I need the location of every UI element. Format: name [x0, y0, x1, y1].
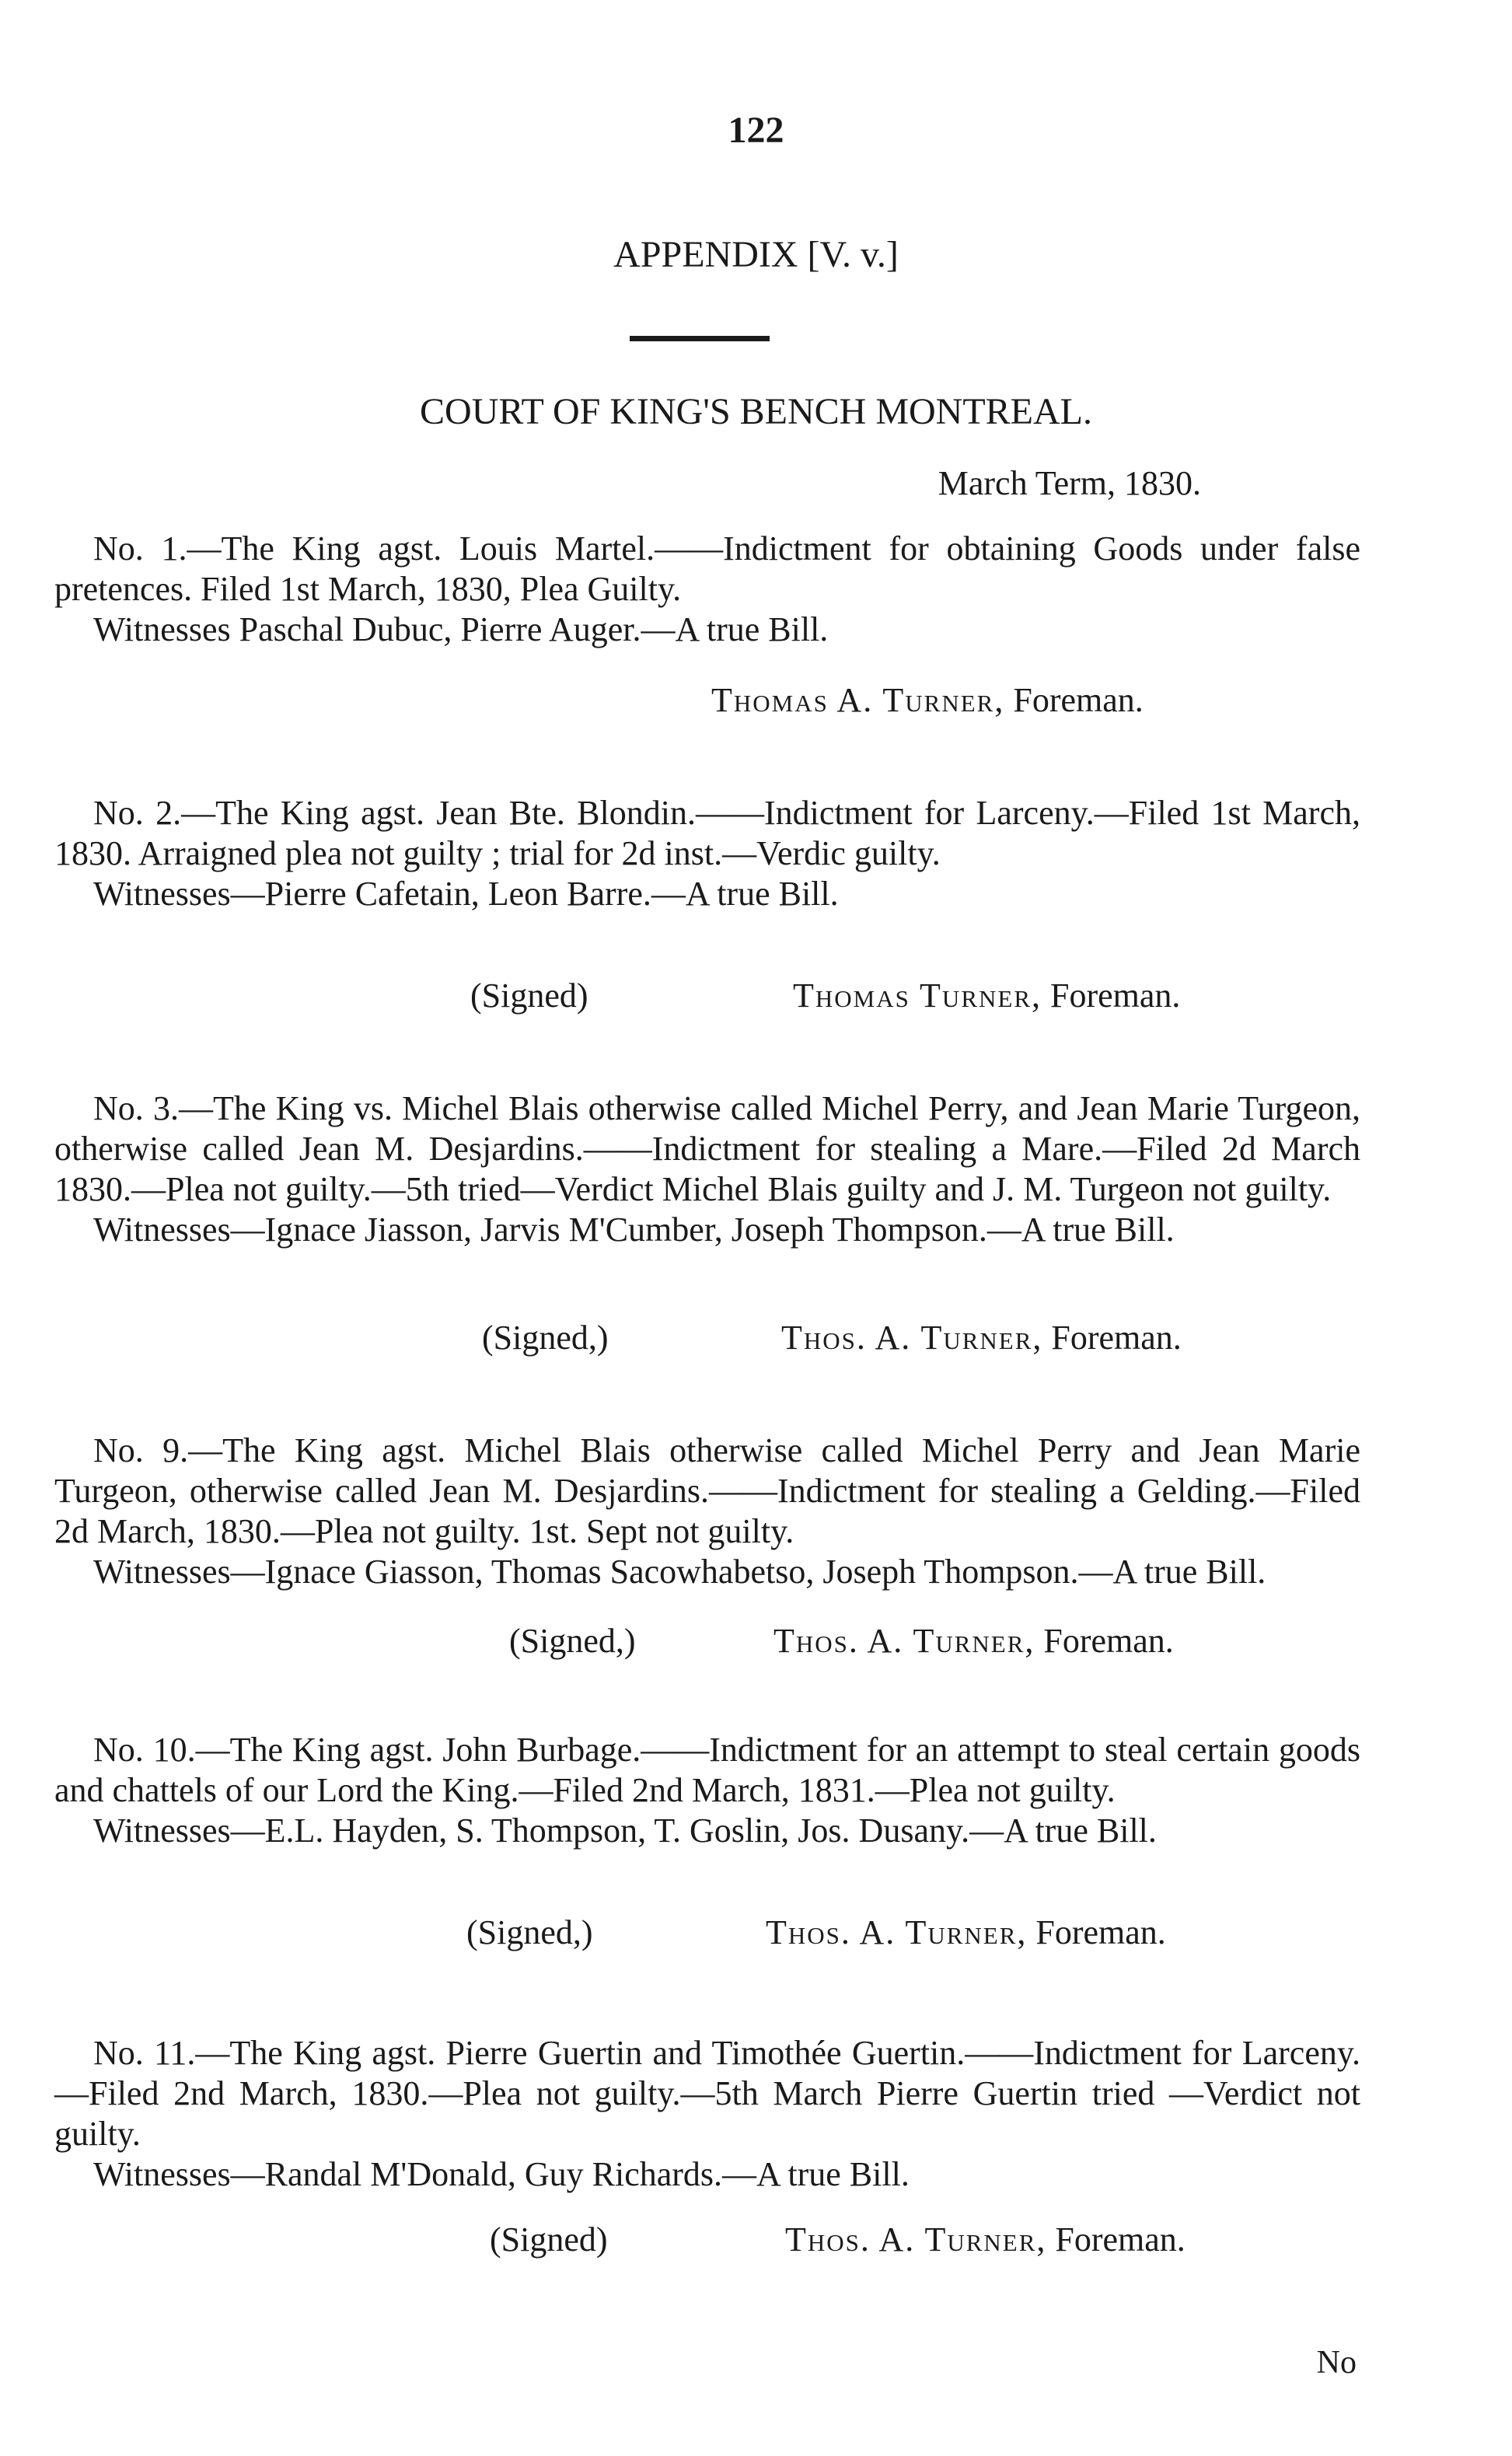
- foreman-title: Foreman.: [1043, 1622, 1174, 1660]
- entry-signature: [785, 2220, 1186, 2259]
- foreman-title: Foreman.: [1050, 976, 1181, 1015]
- entry-text: No. 2.—The King agst. Jean Bte. Blondin.——Indictment for Larceny.—Filed 1st March, 1830. Arraigned plea not guilty ; trial for 2d inst.—Verdic guilty.: [54, 794, 1360, 872]
- entry-signature: [773, 1621, 1174, 1661]
- entry-witnesses: Witnesses—E.L. Hayden, S. Thompson, T. Goslin, Jos. Dusany.—A true Bill.: [93, 1811, 1157, 1850]
- entry-signature: [781, 1318, 1182, 1357]
- entry-witnesses: Witnesses—Pierre Cafetain, Leon Barre.—A true Bill.: [93, 875, 839, 913]
- entry-text: No. 1.—The King agst. Louis Martel.——Indictment for obtaining Goods under false pretences. Filed 1st March, 1830, Plea Guilty.: [54, 529, 1360, 608]
- entry-witnesses: Witnesses—Ignace Jiasson, Jarvis M'Cumber, Joseph Thompson.—A true Bill.: [93, 1211, 1175, 1249]
- entry-text: No. 9.—The King agst. Michel Blais otherwise called Michel Perry and Jean Marie Turgeon, otherwise called Jean M. Desjardins.——Indictment for stealing a Gelding.—Filed 2d March, 1830.—Plea not guilty. 1st. Sept not guilty.: [54, 1431, 1360, 1550]
- entry-signed-label: (Signed): [470, 976, 588, 1015]
- entry-signature: [766, 1913, 1166, 1952]
- divider-rule: [630, 336, 770, 341]
- entry-signed-label: (Signed,): [466, 1913, 593, 1951]
- foreman-name: Thos. A. Turner,: [785, 2220, 1047, 2259]
- entry-signature: [793, 976, 1180, 1015]
- indictment-entry-3: [54, 1088, 1360, 1250]
- catchword: No: [1316, 2345, 1357, 2381]
- entry-signed-label: (Signed,): [482, 1319, 609, 1357]
- entry-text: No. 11.—The King agst. Pierre Guertin and Timothée Guertin.——Indictment for Larceny.—Filed 2nd March, 1830.—Plea not guilty.—5th March Pierre Guertin tried —Verdict not guilty.: [54, 2034, 1360, 2153]
- foreman-title: Foreman.: [1035, 1913, 1166, 1951]
- indictment-entry-6: [54, 2033, 1360, 2195]
- entry-witnesses: Witnesses Paschal Dubuc, Pierre Auger.—A true Bill.: [93, 610, 829, 648]
- entry-witnesses: Witnesses—Randal M'Donald, Guy Richards.—A true Bill.: [93, 2155, 910, 2193]
- page-number: 122: [728, 110, 784, 151]
- indictment-entry-1: [54, 529, 1360, 650]
- entry-signature: [711, 680, 1144, 720]
- foreman-name: Thomas Turner,: [793, 976, 1042, 1015]
- entry-text: No. 10.—The King agst. John Burbage.——Indictment for an attempt to steal certain goods and chattels of our Lord the King.—Filed 2nd March, 1831.—Plea not guilty.: [54, 1731, 1360, 1809]
- foreman-title: Foreman.: [1013, 681, 1144, 719]
- indictment-entry-2: [54, 793, 1360, 914]
- entry-witnesses: Witnesses—Ignace Giasson, Thomas Sacowhabetso, Joseph Thompson.—A true Bill.: [93, 1553, 1266, 1591]
- appendix-title: APPENDIX [V. v.]: [613, 234, 899, 275]
- foreman-name: Thomas A. Turner,: [711, 681, 1005, 719]
- entry-signed-label: (Signed): [490, 2220, 608, 2259]
- indictment-entry-4: [54, 1431, 1360, 1592]
- entry-signed-label: (Signed,): [509, 1622, 636, 1660]
- foreman-title: Foreman.: [1055, 2220, 1186, 2259]
- foreman-name: Thos. A. Turner,: [773, 1622, 1035, 1660]
- entry-text: No. 3.—The King vs. Michel Blais otherwise called Michel Perry, and Jean Marie Turgeon, otherwise called Jean M. Desjardins.——Indictment for stealing a Mare.—Filed 2d March 1830.—Plea not guilty.—5th tried—Verdict Michel Blais guilty and J. M. Turgeon not guilty.: [54, 1089, 1360, 1208]
- term-date: March Term, 1830.: [938, 464, 1201, 502]
- foreman-name: Thos. A. Turner,: [766, 1913, 1028, 1951]
- foreman-name: Thos. A. Turner,: [781, 1319, 1043, 1357]
- foreman-title: Foreman.: [1051, 1319, 1182, 1357]
- court-title: COURT OF KING'S BENCH MONTREAL.: [420, 391, 1092, 432]
- indictment-entry-5: [54, 1730, 1360, 1851]
